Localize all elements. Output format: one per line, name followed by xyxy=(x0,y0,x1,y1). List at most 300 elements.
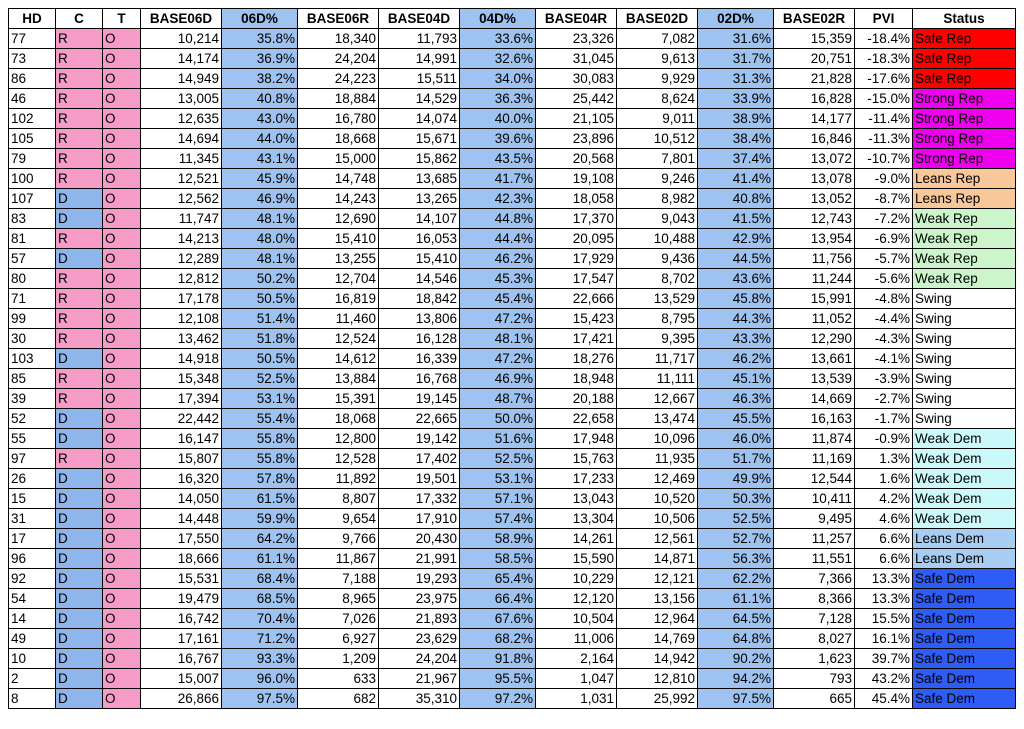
cell-hd: 15 xyxy=(9,489,56,509)
cell-06d-pct: 59.9% xyxy=(222,509,298,529)
cell-base04r: 17,233 xyxy=(536,469,617,489)
cell-base06d: 12,108 xyxy=(141,309,222,329)
cell-pvi: -4.8% xyxy=(855,289,913,309)
table-row xyxy=(9,229,1016,249)
table-row xyxy=(9,669,1016,689)
cell-hd: 81 xyxy=(9,229,56,249)
cell-02d-pct: 42.9% xyxy=(698,229,774,249)
cell-04d-pct: 33.6% xyxy=(460,29,536,49)
cell-base04r: 31,045 xyxy=(536,49,617,69)
cell-02d-pct: 64.5% xyxy=(698,609,774,629)
cell-base02d: 14,871 xyxy=(617,549,698,569)
cell-base06r: 13,884 xyxy=(298,369,379,389)
column-header-02d-pct: 02D% xyxy=(698,9,774,29)
cell-02d-pct: 94.2% xyxy=(698,669,774,689)
cell-status: Swing xyxy=(913,289,1016,309)
cell-base04r: 20,568 xyxy=(536,149,617,169)
cell-base04r: 1,047 xyxy=(536,669,617,689)
table-row xyxy=(9,389,1016,409)
cell-base04r: 23,896 xyxy=(536,129,617,149)
cell-base06d: 12,289 xyxy=(141,249,222,269)
cell-base04d: 13,685 xyxy=(379,169,460,189)
cell-base02r: 21,828 xyxy=(774,69,855,89)
cell-base04r: 17,370 xyxy=(536,209,617,229)
cell-hd: 30 xyxy=(9,329,56,349)
cell-base02r: 13,052 xyxy=(774,189,855,209)
cell-t: O xyxy=(103,629,141,649)
cell-06d-pct: 61.5% xyxy=(222,489,298,509)
cell-base02d: 8,702 xyxy=(617,269,698,289)
cell-04d-pct: 32.6% xyxy=(460,49,536,69)
cell-base02d: 12,667 xyxy=(617,389,698,409)
cell-base06r: 8,807 xyxy=(298,489,379,509)
cell-base06r: 1,209 xyxy=(298,649,379,669)
cell-c: D xyxy=(56,429,103,449)
cell-06d-pct: 68.5% xyxy=(222,589,298,609)
cell-04d-pct: 36.3% xyxy=(460,89,536,109)
cell-base02r: 13,072 xyxy=(774,149,855,169)
cell-base06d: 17,161 xyxy=(141,629,222,649)
cell-status: Strong Rep xyxy=(913,89,1016,109)
cell-c: D xyxy=(56,549,103,569)
cell-base06d: 15,531 xyxy=(141,569,222,589)
table-row xyxy=(9,209,1016,229)
cell-pvi: -17.6% xyxy=(855,69,913,89)
cell-pvi: 13.3% xyxy=(855,589,913,609)
cell-04d-pct: 53.1% xyxy=(460,469,536,489)
cell-status: Weak Dem xyxy=(913,429,1016,449)
cell-c: R xyxy=(56,289,103,309)
cell-c: D xyxy=(56,569,103,589)
table-row xyxy=(9,129,1016,149)
cell-c: R xyxy=(56,309,103,329)
cell-c: R xyxy=(56,389,103,409)
cell-base02r: 11,257 xyxy=(774,529,855,549)
cell-c: R xyxy=(56,269,103,289)
cell-c: D xyxy=(56,649,103,669)
cell-04d-pct: 68.2% xyxy=(460,629,536,649)
cell-base02r: 13,661 xyxy=(774,349,855,369)
cell-base04d: 21,967 xyxy=(379,669,460,689)
cell-pvi: -18.3% xyxy=(855,49,913,69)
cell-status: Leans Rep xyxy=(913,169,1016,189)
cell-base04r: 17,547 xyxy=(536,269,617,289)
cell-06d-pct: 52.5% xyxy=(222,369,298,389)
table-row xyxy=(9,629,1016,649)
cell-04d-pct: 34.0% xyxy=(460,69,536,89)
column-header-c: C xyxy=(56,9,103,29)
cell-04d-pct: 40.0% xyxy=(460,109,536,129)
cell-02d-pct: 31.3% xyxy=(698,69,774,89)
cell-base04d: 19,501 xyxy=(379,469,460,489)
cell-t: O xyxy=(103,109,141,129)
cell-status: Safe Dem xyxy=(913,649,1016,669)
cell-base02r: 11,052 xyxy=(774,309,855,329)
cell-04d-pct: 58.5% xyxy=(460,549,536,569)
cell-04d-pct: 41.7% xyxy=(460,169,536,189)
cell-c: R xyxy=(56,449,103,469)
cell-06d-pct: 48.1% xyxy=(222,249,298,269)
column-header-base02r: BASE02R xyxy=(774,9,855,29)
cell-base06r: 633 xyxy=(298,669,379,689)
cell-base02d: 10,488 xyxy=(617,229,698,249)
cell-base06d: 16,767 xyxy=(141,649,222,669)
cell-hd: 2 xyxy=(9,669,56,689)
cell-status: Safe Dem xyxy=(913,569,1016,589)
cell-base02d: 12,561 xyxy=(617,529,698,549)
table-row xyxy=(9,109,1016,129)
cell-06d-pct: 68.4% xyxy=(222,569,298,589)
cell-base04d: 17,402 xyxy=(379,449,460,469)
cell-04d-pct: 47.2% xyxy=(460,349,536,369)
cell-t: O xyxy=(103,249,141,269)
table-row xyxy=(9,29,1016,49)
cell-06d-pct: 45.9% xyxy=(222,169,298,189)
cell-c: D xyxy=(56,529,103,549)
table-row xyxy=(9,589,1016,609)
cell-pvi: 15.5% xyxy=(855,609,913,629)
cell-base04r: 13,304 xyxy=(536,509,617,529)
cell-base04d: 13,265 xyxy=(379,189,460,209)
cell-base04d: 17,910 xyxy=(379,509,460,529)
cell-t: O xyxy=(103,29,141,49)
cell-pvi: -15.0% xyxy=(855,89,913,109)
cell-pvi: 13.3% xyxy=(855,569,913,589)
cell-base06d: 10,214 xyxy=(141,29,222,49)
cell-base06r: 16,780 xyxy=(298,109,379,129)
cell-02d-pct: 50.3% xyxy=(698,489,774,509)
column-header-pvi: PVI xyxy=(855,9,913,29)
cell-c: D xyxy=(56,689,103,709)
cell-base04r: 19,108 xyxy=(536,169,617,189)
cell-base02d: 9,011 xyxy=(617,109,698,129)
cell-c: D xyxy=(56,409,103,429)
cell-base02r: 16,846 xyxy=(774,129,855,149)
cell-base04r: 21,105 xyxy=(536,109,617,129)
cell-hd: 14 xyxy=(9,609,56,629)
cell-02d-pct: 56.3% xyxy=(698,549,774,569)
cell-pvi: 6.6% xyxy=(855,549,913,569)
cell-06d-pct: 71.2% xyxy=(222,629,298,649)
cell-t: O xyxy=(103,69,141,89)
cell-t: O xyxy=(103,309,141,329)
cell-base06r: 14,612 xyxy=(298,349,379,369)
cell-base04r: 12,120 xyxy=(536,589,617,609)
cell-status: Strong Rep xyxy=(913,129,1016,149)
cell-t: O xyxy=(103,569,141,589)
cell-base06d: 13,462 xyxy=(141,329,222,349)
cell-c: R xyxy=(56,129,103,149)
cell-t: O xyxy=(103,609,141,629)
cell-base04r: 17,948 xyxy=(536,429,617,449)
cell-base06d: 15,348 xyxy=(141,369,222,389)
cell-base04r: 18,058 xyxy=(536,189,617,209)
cell-base04d: 16,128 xyxy=(379,329,460,349)
cell-02d-pct: 90.2% xyxy=(698,649,774,669)
cell-pvi: 1.3% xyxy=(855,449,913,469)
cell-base04r: 22,658 xyxy=(536,409,617,429)
cell-base06r: 12,690 xyxy=(298,209,379,229)
cell-06d-pct: 51.8% xyxy=(222,329,298,349)
cell-base02d: 13,529 xyxy=(617,289,698,309)
cell-04d-pct: 47.2% xyxy=(460,309,536,329)
table-row xyxy=(9,649,1016,669)
cell-06d-pct: 55.8% xyxy=(222,449,298,469)
cell-pvi: -11.3% xyxy=(855,129,913,149)
cell-base02r: 7,128 xyxy=(774,609,855,629)
cell-base02r: 7,366 xyxy=(774,569,855,589)
cell-04d-pct: 51.6% xyxy=(460,429,536,449)
cell-base02r: 10,411 xyxy=(774,489,855,509)
cell-04d-pct: 46.2% xyxy=(460,249,536,269)
cell-pvi: 45.4% xyxy=(855,689,913,709)
table-row xyxy=(9,269,1016,289)
cell-base06r: 11,867 xyxy=(298,549,379,569)
cell-base02d: 13,474 xyxy=(617,409,698,429)
cell-status: Leans Rep xyxy=(913,189,1016,209)
cell-pvi: 39.7% xyxy=(855,649,913,669)
cell-c: D xyxy=(56,629,103,649)
cell-base02d: 13,156 xyxy=(617,589,698,609)
cell-base06r: 24,204 xyxy=(298,49,379,69)
cell-base04d: 24,204 xyxy=(379,649,460,669)
cell-04d-pct: 50.0% xyxy=(460,409,536,429)
cell-hd: 107 xyxy=(9,189,56,209)
cell-06d-pct: 38.2% xyxy=(222,69,298,89)
column-header-06d-pct: 06D% xyxy=(222,9,298,29)
cell-base04r: 30,083 xyxy=(536,69,617,89)
cell-status: Safe Dem xyxy=(913,589,1016,609)
table-row xyxy=(9,409,1016,429)
cell-base04d: 20,430 xyxy=(379,529,460,549)
cell-base06r: 18,340 xyxy=(298,29,379,49)
cell-pvi: -11.4% xyxy=(855,109,913,129)
cell-06d-pct: 35.8% xyxy=(222,29,298,49)
cell-base02r: 14,669 xyxy=(774,389,855,409)
cell-c: R xyxy=(56,329,103,349)
table-row xyxy=(9,549,1016,569)
cell-base06r: 14,748 xyxy=(298,169,379,189)
cell-pvi: -9.0% xyxy=(855,169,913,189)
cell-base02r: 11,244 xyxy=(774,269,855,289)
cell-base04r: 15,423 xyxy=(536,309,617,329)
cell-base04r: 17,421 xyxy=(536,329,617,349)
cell-hd: 54 xyxy=(9,589,56,609)
cell-04d-pct: 39.6% xyxy=(460,129,536,149)
cell-06d-pct: 97.5% xyxy=(222,689,298,709)
cell-status: Strong Rep xyxy=(913,109,1016,129)
cell-base06d: 12,521 xyxy=(141,169,222,189)
cell-base04d: 18,842 xyxy=(379,289,460,309)
cell-pvi: 4.2% xyxy=(855,489,913,509)
cell-c: R xyxy=(56,149,103,169)
cell-base04r: 13,043 xyxy=(536,489,617,509)
table-row xyxy=(9,609,1016,629)
cell-base04d: 16,339 xyxy=(379,349,460,369)
cell-base04r: 18,948 xyxy=(536,369,617,389)
cell-base06r: 18,884 xyxy=(298,89,379,109)
cell-base04d: 17,332 xyxy=(379,489,460,509)
cell-base02d: 10,096 xyxy=(617,429,698,449)
cell-pvi: -2.7% xyxy=(855,389,913,409)
cell-base04d: 14,074 xyxy=(379,109,460,129)
table-row xyxy=(9,569,1016,589)
cell-base02d: 8,624 xyxy=(617,89,698,109)
cell-base04d: 15,671 xyxy=(379,129,460,149)
cell-base04r: 17,929 xyxy=(536,249,617,269)
cell-02d-pct: 33.9% xyxy=(698,89,774,109)
cell-c: R xyxy=(56,69,103,89)
cell-base02d: 12,810 xyxy=(617,669,698,689)
cell-04d-pct: 43.5% xyxy=(460,149,536,169)
cell-base06d: 16,147 xyxy=(141,429,222,449)
cell-06d-pct: 51.4% xyxy=(222,309,298,329)
cell-t: O xyxy=(103,669,141,689)
cell-hd: 26 xyxy=(9,469,56,489)
cell-base06r: 12,704 xyxy=(298,269,379,289)
cell-base06r: 11,892 xyxy=(298,469,379,489)
cell-c: D xyxy=(56,469,103,489)
cell-base04d: 11,793 xyxy=(379,29,460,49)
cell-06d-pct: 96.0% xyxy=(222,669,298,689)
header-row xyxy=(9,9,1016,29)
cell-pvi: -4.3% xyxy=(855,329,913,349)
cell-06d-pct: 48.0% xyxy=(222,229,298,249)
cell-base02r: 12,544 xyxy=(774,469,855,489)
cell-base06d: 13,005 xyxy=(141,89,222,109)
cell-pvi: 1.6% xyxy=(855,469,913,489)
table-row xyxy=(9,249,1016,269)
cell-base04r: 25,442 xyxy=(536,89,617,109)
cell-c: R xyxy=(56,49,103,69)
cell-base06d: 15,807 xyxy=(141,449,222,469)
cell-hd: 46 xyxy=(9,89,56,109)
cell-hd: 103 xyxy=(9,349,56,369)
cell-t: O xyxy=(103,189,141,209)
cell-status: Weak Rep xyxy=(913,249,1016,269)
cell-04d-pct: 42.3% xyxy=(460,189,536,209)
cell-base06r: 11,460 xyxy=(298,309,379,329)
column-header-hd: HD xyxy=(9,9,56,29)
cell-base02d: 10,506 xyxy=(617,509,698,529)
cell-hd: 83 xyxy=(9,209,56,229)
cell-base04d: 22,665 xyxy=(379,409,460,429)
cell-status: Weak Dem xyxy=(913,449,1016,469)
cell-status: Weak Rep xyxy=(913,209,1016,229)
cell-base02d: 8,982 xyxy=(617,189,698,209)
cell-base02r: 8,366 xyxy=(774,589,855,609)
cell-base04d: 35,310 xyxy=(379,689,460,709)
cell-base02r: 13,539 xyxy=(774,369,855,389)
cell-c: R xyxy=(56,109,103,129)
cell-base02d: 8,795 xyxy=(617,309,698,329)
cell-base06d: 12,635 xyxy=(141,109,222,129)
cell-base02r: 8,027 xyxy=(774,629,855,649)
cell-base06r: 7,188 xyxy=(298,569,379,589)
table-row xyxy=(9,489,1016,509)
cell-base04d: 15,410 xyxy=(379,249,460,269)
column-header-status: Status xyxy=(913,9,1016,29)
cell-base06r: 7,026 xyxy=(298,609,379,629)
table-row xyxy=(9,189,1016,209)
cell-base06d: 19,479 xyxy=(141,589,222,609)
cell-02d-pct: 41.4% xyxy=(698,169,774,189)
cell-06d-pct: 46.9% xyxy=(222,189,298,209)
cell-02d-pct: 38.4% xyxy=(698,129,774,149)
cell-base04r: 15,763 xyxy=(536,449,617,469)
cell-base04r: 10,504 xyxy=(536,609,617,629)
cell-status: Weak Rep xyxy=(913,229,1016,249)
cell-base06d: 17,178 xyxy=(141,289,222,309)
cell-02d-pct: 52.7% xyxy=(698,529,774,549)
cell-base04d: 21,893 xyxy=(379,609,460,629)
cell-c: D xyxy=(56,489,103,509)
cell-c: D xyxy=(56,249,103,269)
cell-base02r: 1,623 xyxy=(774,649,855,669)
cell-pvi: -4.1% xyxy=(855,349,913,369)
cell-hd: 71 xyxy=(9,289,56,309)
cell-c: D xyxy=(56,669,103,689)
cell-06d-pct: 43.0% xyxy=(222,109,298,129)
cell-base02d: 9,043 xyxy=(617,209,698,229)
cell-base02r: 13,954 xyxy=(774,229,855,249)
cell-06d-pct: 55.8% xyxy=(222,429,298,449)
cell-pvi: 16.1% xyxy=(855,629,913,649)
cell-t: O xyxy=(103,229,141,249)
cell-base02d: 9,246 xyxy=(617,169,698,189)
cell-status: Strong Rep xyxy=(913,149,1016,169)
cell-06d-pct: 55.4% xyxy=(222,409,298,429)
cell-06d-pct: 50.2% xyxy=(222,269,298,289)
cell-base02r: 11,169 xyxy=(774,449,855,469)
cell-02d-pct: 31.6% xyxy=(698,29,774,49)
cell-t: O xyxy=(103,509,141,529)
cell-base06r: 16,819 xyxy=(298,289,379,309)
cell-02d-pct: 45.8% xyxy=(698,289,774,309)
cell-t: O xyxy=(103,689,141,709)
cell-pvi: -18.4% xyxy=(855,29,913,49)
cell-base02d: 12,964 xyxy=(617,609,698,629)
cell-pvi: -5.6% xyxy=(855,269,913,289)
cell-hd: 79 xyxy=(9,149,56,169)
cell-base02d: 11,935 xyxy=(617,449,698,469)
cell-base02r: 20,751 xyxy=(774,49,855,69)
cell-c: D xyxy=(56,349,103,369)
cell-02d-pct: 64.8% xyxy=(698,629,774,649)
cell-c: R xyxy=(56,229,103,249)
cell-04d-pct: 46.9% xyxy=(460,369,536,389)
cell-base04r: 15,590 xyxy=(536,549,617,569)
cell-hd: 8 xyxy=(9,689,56,709)
cell-t: O xyxy=(103,169,141,189)
cell-c: D xyxy=(56,589,103,609)
cell-status: Safe Rep xyxy=(913,49,1016,69)
cell-c: R xyxy=(56,169,103,189)
table-row xyxy=(9,329,1016,349)
cell-hd: 57 xyxy=(9,249,56,269)
cell-t: O xyxy=(103,649,141,669)
cell-04d-pct: 44.8% xyxy=(460,209,536,229)
cell-hd: 10 xyxy=(9,649,56,669)
table-row xyxy=(9,89,1016,109)
column-header-base04r: BASE04R xyxy=(536,9,617,29)
cell-06d-pct: 50.5% xyxy=(222,289,298,309)
cell-06d-pct: 43.1% xyxy=(222,149,298,169)
cell-02d-pct: 45.1% xyxy=(698,369,774,389)
cell-status: Safe Rep xyxy=(913,29,1016,49)
cell-06d-pct: 44.0% xyxy=(222,129,298,149)
cell-status: Swing xyxy=(913,369,1016,389)
